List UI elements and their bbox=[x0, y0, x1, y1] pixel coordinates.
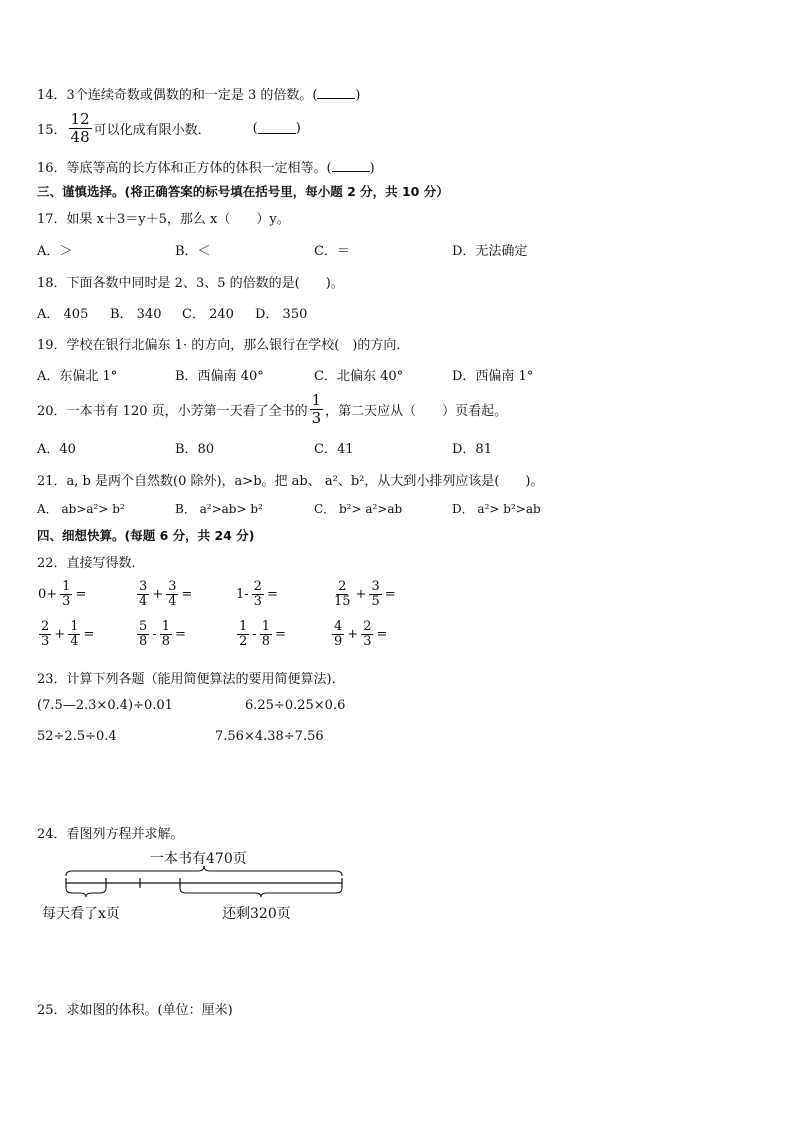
fraction: $\frac{2}{3}$ bbox=[253, 579, 262, 609]
q20-option-c[interactable]: C．41 bbox=[314, 442, 354, 457]
fraction: $\frac{3}{4}$ bbox=[139, 579, 148, 609]
q18-option-b[interactable]: B． 340 bbox=[110, 307, 162, 322]
question-23: 23．计算下列各题（能用简便算法的要用简便算法)． bbox=[37, 672, 345, 687]
q20-option-b[interactable]: B．80 bbox=[175, 442, 215, 457]
equals-sign: = bbox=[376, 627, 388, 642]
section-3-heading: 三、谨慎选择。(将正确答案的标号填在括号里，每小题 2 分，共 10 分） bbox=[37, 184, 449, 199]
diagram-total-label: 一本书有470页 bbox=[150, 851, 247, 867]
question-25: 25．求如图的体积。(单位：厘米) bbox=[37, 1003, 233, 1018]
question-17: 17．如果 x＋3＝y＋5，那么 x（ ）y。 bbox=[37, 212, 290, 227]
fraction: $\frac{1}{4}$ bbox=[70, 619, 79, 649]
question-22: 22．直接写得数． bbox=[37, 556, 145, 571]
q17-option-b[interactable]: B．＜ bbox=[175, 244, 211, 259]
q23-item-1: (7.5—2.3×0.4)÷0.01 bbox=[37, 698, 173, 713]
question-21: 21．a, b 是两个自然数(0 除外)，a>b。把 ab、 a²、b²，从大到小排列应该是( )。 bbox=[37, 474, 544, 489]
fraction: $\frac{3}{4}$ bbox=[168, 579, 177, 609]
fraction: $\frac{2}{3}$ bbox=[41, 619, 50, 649]
operator: - bbox=[152, 627, 157, 642]
q23-item-4: 7.56×4.38÷7.56 bbox=[215, 729, 324, 744]
equals-sign: = bbox=[83, 627, 95, 642]
fraction: $\frac{3}{5}$ bbox=[371, 579, 380, 609]
fraction-12-48: $\frac{12}{48}$ bbox=[70, 110, 90, 146]
equals-sign: = bbox=[384, 587, 396, 602]
operator: + bbox=[355, 587, 367, 602]
remaining-brace bbox=[180, 888, 342, 897]
question-15: 15． $\frac{12}{48}$ 可以化成有限小数． ( ) bbox=[37, 110, 301, 146]
q21-option-d[interactable]: D． a²> b²>ab bbox=[452, 502, 541, 516]
question-16: 16．等底等高的长方体和正方体的体积一定相等。( ) bbox=[37, 161, 375, 176]
q19-option-c[interactable]: C．北偏东 40° bbox=[314, 369, 404, 384]
q22-row2-expression-1 bbox=[37, 620, 95, 649]
question-19: 19．学校在银行北偏东 1· 的方向，那么银行在学校( )的方向． bbox=[37, 338, 410, 353]
expression-prefix: 0+ bbox=[38, 587, 58, 602]
daily-brace bbox=[66, 888, 106, 897]
line-segment-diagram bbox=[42, 850, 360, 930]
q18-option-c[interactable]: C． 240 bbox=[182, 307, 234, 322]
q20-option-a[interactable]: A．40 bbox=[37, 442, 76, 457]
equals-sign: = bbox=[75, 587, 87, 602]
diagram-daily-label: 每天看了x页 bbox=[42, 906, 120, 922]
fraction: $\frac{4}{9}$ bbox=[334, 619, 343, 649]
q17-option-c[interactable]: C．＝ bbox=[314, 244, 350, 259]
equals-sign: = bbox=[181, 587, 193, 602]
q19-option-b[interactable]: B．西偏南 40° bbox=[175, 369, 264, 384]
q22-row2-expression-2 bbox=[135, 620, 187, 649]
q22-row2-expression-3 bbox=[235, 620, 287, 649]
question-18: 18．下面各数中同时是 2、3、5 的倍数的是( )。 bbox=[37, 276, 344, 291]
fraction-1-3: $\frac{1}{3}$ bbox=[311, 391, 322, 427]
equals-sign: = bbox=[174, 627, 186, 642]
fraction: $\frac{2}{3}$ bbox=[363, 619, 372, 649]
section-4-heading: 四、细想快算。(每题 6 分，共 24 分) bbox=[37, 528, 255, 543]
fraction: $\frac{1}{3}$ bbox=[62, 579, 71, 609]
question-16-text: 16．等底等高的长方体和正方体的体积一定相等。( bbox=[37, 161, 332, 176]
q23-item-3: 52÷2.5÷0.4 bbox=[37, 729, 117, 744]
question-15-text: 可以化成有限小数． bbox=[93, 123, 211, 138]
equals-sign: = bbox=[274, 627, 286, 642]
operator: + bbox=[152, 587, 164, 602]
q17-option-d[interactable]: D．无法确定 bbox=[452, 244, 528, 259]
q22-row1-expression-4 bbox=[330, 580, 397, 609]
q22-row1-expression-2 bbox=[135, 580, 193, 609]
operator: - bbox=[252, 627, 257, 642]
fraction: $\frac{5}{8}$ bbox=[139, 619, 148, 649]
q17-option-a[interactable]: A．＞ bbox=[37, 244, 73, 259]
answer-blank-15[interactable] bbox=[258, 123, 296, 134]
q18-option-d[interactable]: D． 350 bbox=[255, 307, 308, 322]
fraction: $\frac{2}{15}$ bbox=[334, 579, 351, 609]
question-24: 24．看图列方程并求解。 bbox=[37, 827, 184, 842]
operator: + bbox=[54, 627, 66, 642]
operator: + bbox=[347, 627, 359, 642]
q19-option-d[interactable]: D．西偏南 1° bbox=[452, 369, 534, 384]
fraction: $\frac{1}{8}$ bbox=[261, 619, 270, 649]
q19-option-a[interactable]: A．东偏北 1° bbox=[37, 369, 118, 384]
q21-option-a[interactable]: A． ab>a²> b² bbox=[37, 502, 125, 516]
q20-option-d[interactable]: D．81 bbox=[452, 442, 492, 457]
q22-row1-expression-3 bbox=[235, 580, 279, 609]
question-14-text: 14．3个连续奇数或偶数的和一定是 3 的倍数。( bbox=[37, 88, 318, 103]
fraction: $\frac{1}{2}$ bbox=[239, 619, 248, 649]
q21-option-c[interactable]: C． b²> a²>ab bbox=[314, 502, 403, 516]
answer-blank-14[interactable] bbox=[317, 88, 355, 99]
q23-item-2: 6.25÷0.25×0.6 bbox=[245, 698, 346, 713]
diagram-remaining-label: 还剩320页 bbox=[222, 906, 291, 922]
q18-option-a[interactable]: A． 405 bbox=[37, 307, 89, 322]
question-20: 20．一本书有 120 页，小芳第一天看了全书的 $\frac{1}{3}$ ，第二天应从（ ）页看起。 bbox=[37, 391, 508, 427]
fraction: $\frac{1}{8}$ bbox=[161, 619, 170, 649]
expression-prefix: 1- bbox=[236, 587, 249, 602]
q21-option-b[interactable]: B． a²>ab> b² bbox=[175, 502, 263, 516]
equals-sign: = bbox=[266, 587, 278, 602]
answer-blank-16[interactable] bbox=[332, 161, 370, 172]
question-14: 14．3个连续奇数或偶数的和一定是 3 的倍数。( ) bbox=[37, 88, 361, 103]
q22-row1-expression-1 bbox=[37, 580, 87, 609]
q22-row2-expression-4 bbox=[330, 620, 388, 649]
